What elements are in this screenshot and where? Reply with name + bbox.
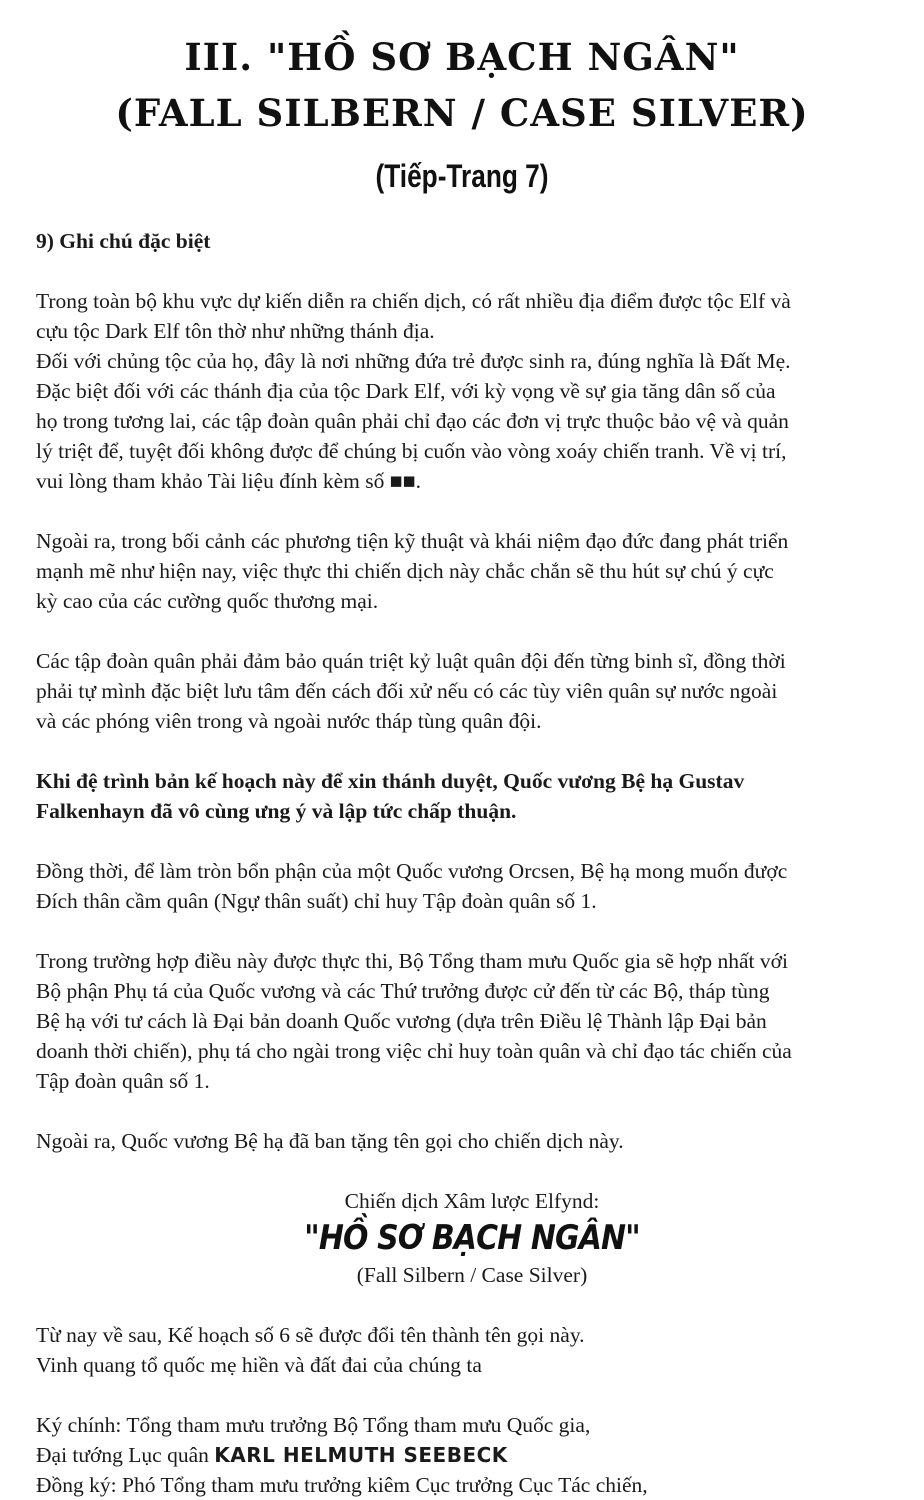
text-line: Vinh quang tổ quốc mẹ hiền và đất đai của chúng ta — [36, 1353, 482, 1377]
text-line: Các tập đoàn quân phải đảm bảo quán triệt kỷ luật quân đội đến từng binh sĩ, đồng thời — [36, 649, 786, 673]
text-line: và các phóng viên trong và ngoài nước tháp tùng quân đội. — [36, 709, 542, 733]
text-line: Tập đoàn quân số 1. — [36, 1069, 210, 1093]
paragraph-headquarters — [36, 946, 908, 1096]
text-line: lý triệt để, tuyệt đối không được để chúng bị cuốn vào vòng xoáy chiến tranh. Về vị trí, — [36, 439, 787, 463]
page-subtitle: (Tiếp-Trang 7) — [375, 158, 549, 194]
paragraph-sacred-sites — [36, 286, 908, 496]
signatory-rank: Đại tướng Lục quân — [36, 1443, 209, 1467]
text-line: Trong trường hợp điều này được thực thi, Bộ Tổng tham mưu Quốc gia sẽ hợp nhất với — [36, 949, 788, 973]
signatory-name: KARL HELMUTH SEEBECK — [214, 1443, 508, 1467]
text-line: kỳ cao của các cường quốc thương mại. — [36, 589, 379, 613]
text-line: Từ nay về sau, Kế hoạch số 6 sẽ được đổi tên thành tên gọi này. — [36, 1323, 585, 1347]
text-line: phải tự mình đặc biệt lưu tâm đến cách đối xử nếu có các tùy viên quân sự nước ngoài — [36, 679, 778, 703]
paragraph-royal-approval — [36, 766, 908, 826]
text-line: Đối với chủng tộc của họ, đây là nơi những đứa trẻ được sinh ra, đúng nghĩa là Đất Mẹ. — [36, 349, 791, 373]
signature-block — [36, 1410, 908, 1500]
text-line: mạnh mẽ như hiện nay, việc thực thi chiến dịch này chắc chắn sẽ thu hút sự chú ý cực — [36, 559, 774, 583]
text-line: vui lòng tham khảo Tài liệu đính kèm số ■■. — [36, 469, 422, 493]
paragraph-trade-powers — [36, 526, 908, 616]
text-line: họ trong tương lai, các tập đoàn quân phải chỉ đạo các đơn vị trực thuộc bảo vệ và quản — [36, 409, 789, 433]
signatory-line — [36, 1440, 908, 1470]
text-line: Khi đệ trình bản kế hoạch này để xin thánh duyệt, Quốc vương Bệ hạ Gustav — [36, 769, 745, 793]
text-line: Ngoài ra, trong bối cảnh các phương tiện kỹ thuật và khái niệm đạo đức đang phát triển — [36, 529, 789, 553]
text-line: Trong toàn bộ khu vực dự kiến diễn ra chiến dịch, có rất nhiều địa điểm được tộc Elf và — [36, 289, 791, 313]
text-line: Đồng thời, để làm tròn bổn phận của một Quốc vương Orcsen, Bệ hạ mong muốn được — [36, 859, 788, 883]
section-heading: 9) Ghi chú đặc biệt — [36, 229, 211, 253]
text-line: Đặc biệt đối với các thánh địa của tộc Dark Elf, với kỳ vọng về sự gia tăng dân số của — [36, 379, 776, 403]
page-title-line2: (FALL SILBERN / CASE SILVER) — [115, 91, 809, 135]
operation-name: "HỒ SƠ BẠCH NGÂN" — [304, 1218, 640, 1258]
document-body — [36, 226, 908, 1500]
paragraph-rename — [36, 1320, 908, 1380]
paragraph-discipline — [36, 646, 908, 736]
text-line: Bệ hạ với tư cách là Đại bản doanh Quốc vương (dựa trên Điều lệ Thành lập Đại bản — [36, 1009, 767, 1033]
signatory-line: Ký chính: Tổng tham mưu trưởng Bộ Tổng tham mưu Quốc gia, — [36, 1413, 591, 1437]
text-line: Falkenhayn đã vô cùng ưng ý và lập tức chấp thuận. — [36, 799, 517, 823]
paragraph-naming: Ngoài ra, Quốc vương Bệ hạ đã ban tặng tên gọi cho chiến dịch này. — [36, 1129, 624, 1153]
text-line: Đích thân cầm quân (Ngự thân suất) chỉ huy Tập đoàn quân số 1. — [36, 889, 597, 913]
text-line: Bộ phận Phụ tá của Quốc vương và các Thứ trưởng được cử đến từ các Bộ, tháp tùng — [36, 979, 770, 1003]
page-title-line1: III. "HỒ SƠ BẠCH NGÂN" — [184, 35, 740, 79]
operation-alt-name: (Fall Silbern / Case Silver) — [356, 1263, 588, 1287]
cosignatory-line: Đồng ký: Phó Tổng tham mưu trưởng kiêm Cục trưởng Cục Tác chiến, — [36, 1473, 648, 1497]
paragraph-king-command — [36, 856, 908, 916]
operation-label: Chiến dịch Xâm lược Elfynd: — [344, 1189, 600, 1213]
text-line: cựu tộc Dark Elf tôn thờ như những thánh địa. — [36, 319, 435, 343]
text-line: doanh thời chiến), phụ tá cho ngài trong việc chỉ huy toàn quân và chỉ đạo tác chiến của — [36, 1039, 792, 1063]
